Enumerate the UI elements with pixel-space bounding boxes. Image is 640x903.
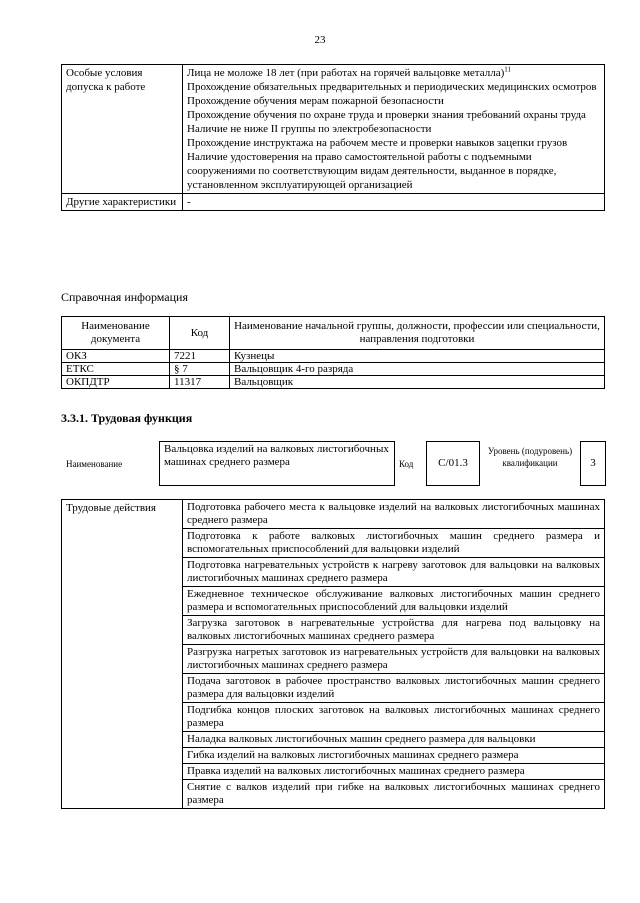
column-header: Наименование документа	[62, 317, 170, 350]
reference-caption: Справочная информация	[61, 290, 188, 304]
admission-condition: Наличие не ниже II группы по электробезопасности	[187, 123, 432, 135]
labor-actions-table	[61, 499, 605, 809]
table-row	[62, 363, 605, 376]
labor-action: Ежедневное техническое обслуживание валковых листогибочных машин среднего размера и вспомогательных приспособлений для вальцовки изделий	[183, 587, 605, 616]
admission-condition: Прохождение обязательных предварительных и периодических медицинских осмотров	[187, 81, 597, 93]
column-header: Наименование начальной группы, должности, профессии или специальности, направления подготовки	[230, 317, 605, 350]
table-header-row	[62, 317, 605, 350]
table-cell: 11317	[170, 376, 230, 389]
function-code-label: Код	[399, 459, 414, 469]
admission-condition: Прохождение обучения по охране труда и проверки знания требований охраны труда	[187, 109, 586, 121]
table-cell: ЕТКС	[62, 363, 170, 376]
function-name-value: Вальцовка изделий на валковых листогибочных машинах среднего размера	[159, 441, 395, 486]
admission-condition: Прохождение обучения мерам пожарной безопасности	[187, 95, 444, 107]
labor-action: Наладка валковых листогибочных машин среднего размера для вальцовки	[183, 732, 605, 748]
labor-action: Подготовка рабочего места к вальцовке изделий на валковых листогибочных машинах среднего размера	[183, 500, 605, 529]
labor-action: Подготовка к работе валковых листогибочных машин среднего размера и вспомогательных приспособлений для вальцовки изделий	[183, 529, 605, 558]
labor-action: Подача заготовок в рабочее пространство валковых листогибочных машин среднего размера для вальцовки изделий	[183, 674, 605, 703]
column-header: Код	[170, 317, 230, 350]
function-code-value: C/01.3	[426, 441, 480, 486]
table-row	[62, 194, 605, 211]
labor-action: Снятие с валков изделий при гибке на валковых листогибочных машинах среднего размера	[183, 780, 605, 809]
table-row	[62, 376, 605, 389]
admission-conditions	[183, 65, 605, 194]
admission-conditions-table	[61, 64, 605, 211]
admission-condition: Прохождение инструктажа на рабочем месте и проверки навыков зацепки грузов	[187, 137, 568, 149]
labor-function-heading: 3.3.1. Трудовая функция	[61, 411, 193, 425]
admission-condition: Наличие удостоверения на право самостоятельной работы с подъемными сооружениями по соответствующим видам деятельности, выданное в порядке, установленном эксплуатирующей организацией	[187, 151, 557, 191]
table-cell: Кузнецы	[230, 350, 605, 363]
labor-action: Разгрузка нагретых заготовок из нагревательных устройств для вальцовки на валковых листогибочных машинах среднего размера	[183, 645, 605, 674]
qualification-level-value: 3	[580, 441, 606, 486]
admission-label: Особые условия допуска к работе	[62, 65, 183, 194]
table-row	[62, 350, 605, 363]
reference-table	[61, 316, 605, 389]
table-cell: ОКЗ	[62, 350, 170, 363]
table-cell: ОКПДТР	[62, 376, 170, 389]
labor-action: Подготовка нагревательных устройств к нагреву заготовок для вальцовки на валковых листогибочных машинах среднего размера	[183, 558, 605, 587]
labor-action: Загрузка заготовок в нагревательные устройства для нагрева под вальцовку на валковых листогибочных машинах среднего размера	[183, 616, 605, 645]
footnote-marker: 11	[504, 65, 511, 74]
other-characteristics-label: Другие характеристики	[62, 194, 183, 211]
table-cell: Вальцовщик	[230, 376, 605, 389]
page-number: 23	[314, 34, 326, 46]
labor-actions-label: Трудовые действия	[62, 500, 183, 809]
function-name-label: Наименование	[66, 459, 123, 469]
table-cell: 7221	[170, 350, 230, 363]
labor-action: Гибка изделий на валковых листогибочных машинах среднего размера	[183, 748, 605, 764]
table-cell: Вальцовщик 4-го разряда	[230, 363, 605, 376]
table-row	[62, 500, 605, 529]
table-cell: § 7	[170, 363, 230, 376]
labor-action: Подгибка концов плоских заготовок на валковых листогибочных машинах среднего размера	[183, 703, 605, 732]
other-characteristics-value: -	[183, 194, 605, 211]
admission-condition: Лица не моложе 18 лет (при работах на горячей вальцовке металла)$^{11}$	[187, 65, 511, 79]
qualification-level-label: Уровень (подуровень) квалификации	[487, 446, 573, 468]
table-row	[62, 65, 605, 194]
labor-action: Правка изделий на валковых листогибочных машинах среднего размера	[183, 764, 605, 780]
